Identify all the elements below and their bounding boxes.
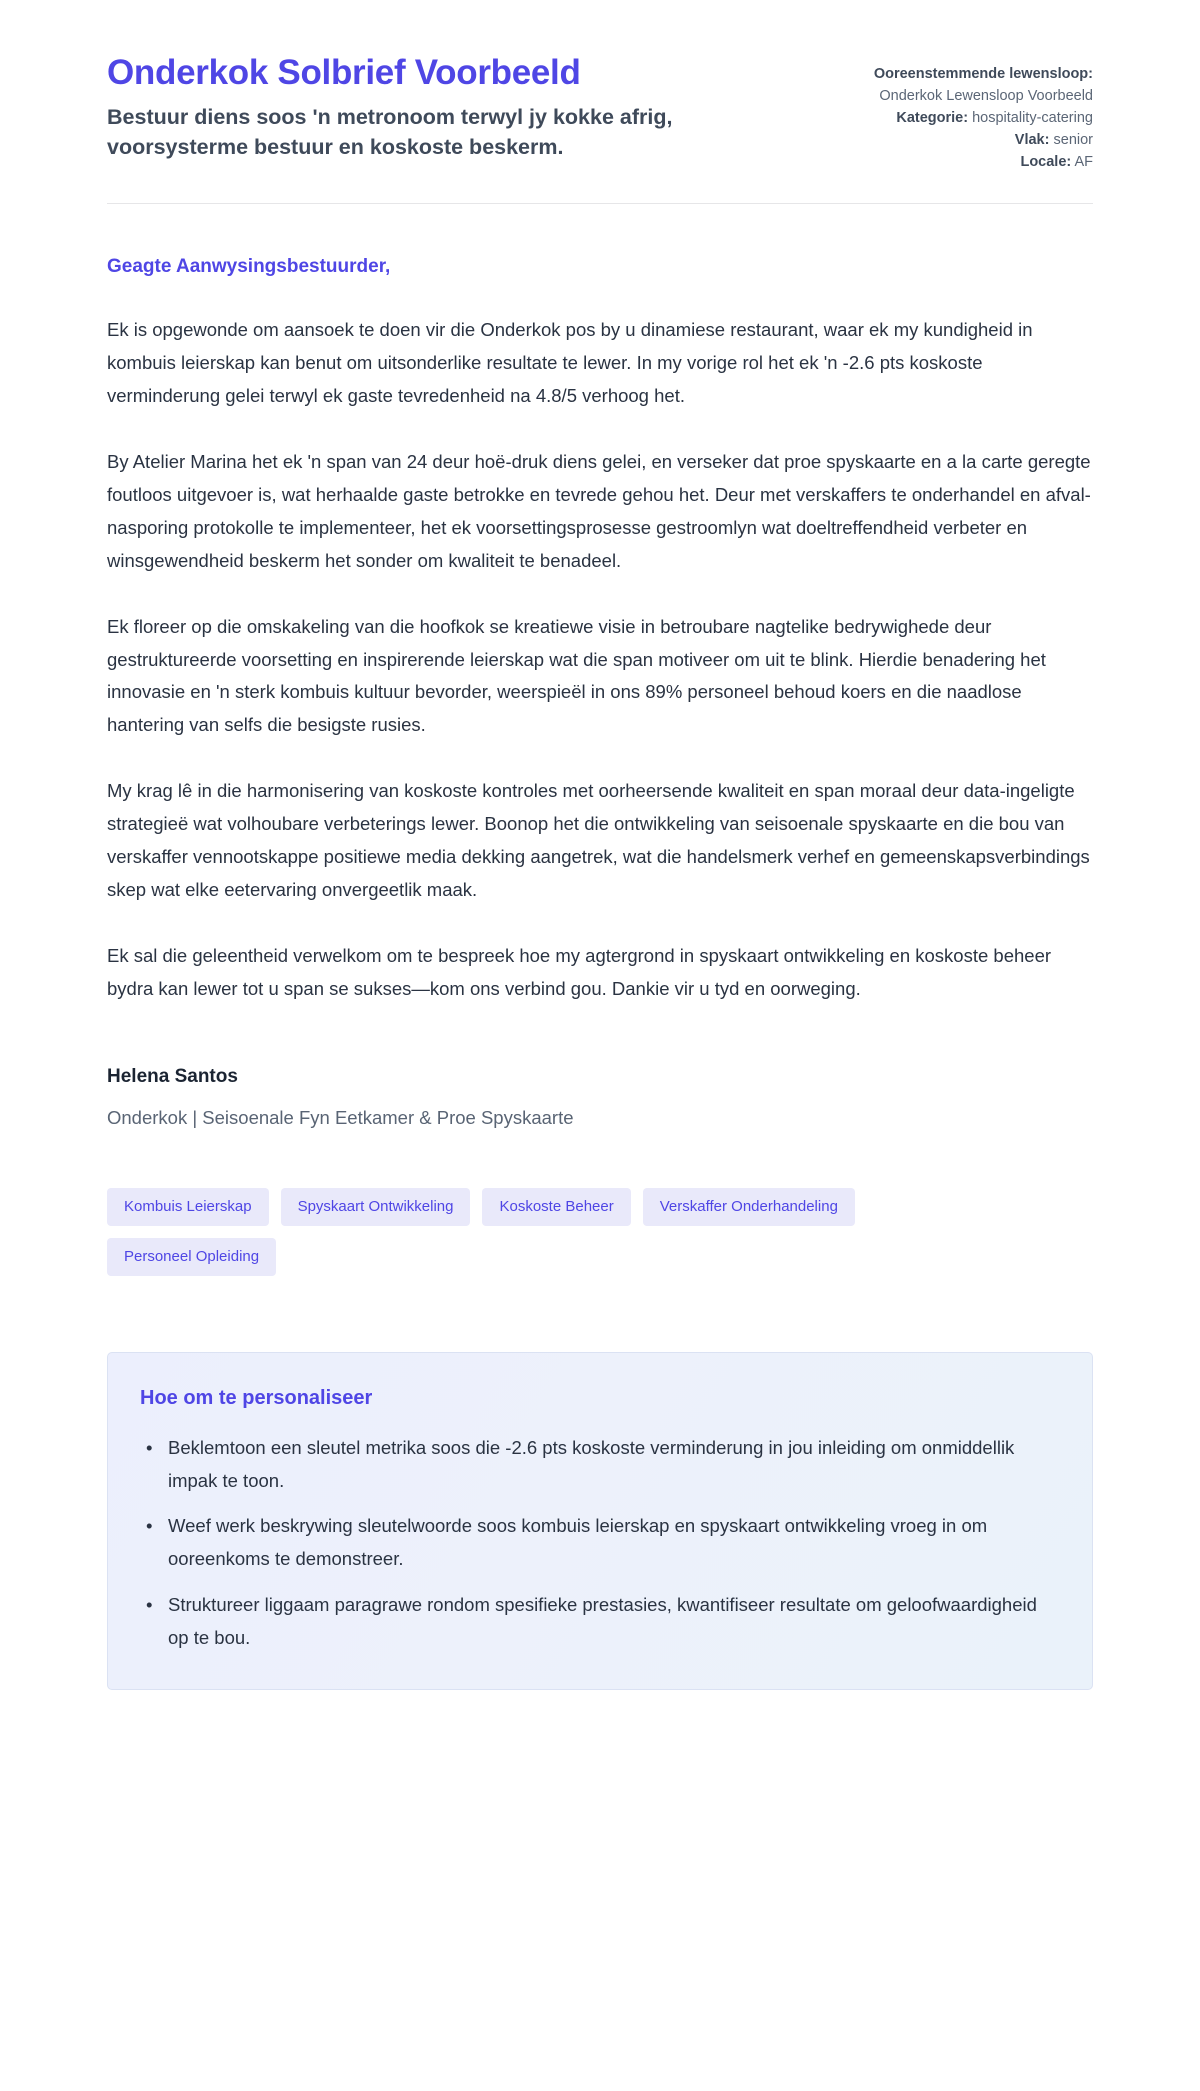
meta-value-level: senior	[1053, 132, 1093, 149]
letter-salutation: Geagte Aanwysingsbestuurder,	[107, 256, 391, 278]
signature-name: Helena Santos	[107, 1065, 238, 1087]
letter-body	[107, 314, 1093, 1006]
document-header	[107, 52, 1093, 203]
personalization-tips-callout	[107, 1352, 1093, 1691]
meta-label-locale: Locale:	[1020, 154, 1072, 171]
tips-title: Hoe om te personaliseer	[140, 1386, 373, 1409]
list-item: My krag lê in die harmonisering van koskoste kontroles met oorheersende kwaliteit en span moraal deur data-ingeligte strategieë wat volhoubare verbeterings lewer. Boonop het die ontwikkeling van seisoenale spyskaarte en die bou van verskaffer vennootskappe positiewe media dekking aangetrek, wat die handelsmerk verhef en gemeenskapsverbindings skep wat elke eetervaring onvergeetlik maak.	[107, 780, 1090, 901]
skill-tag[interactable]: Verskaffer Onderhandeling	[643, 1188, 855, 1226]
meta-label-category: Kategorie:	[896, 110, 969, 127]
meta-value-category: hospitality-catering	[972, 110, 1093, 127]
meta-row-resume	[833, 63, 1093, 107]
signature-block	[107, 1066, 1093, 1132]
signature-role: Onderkok | Seisoenale Fyn Eetkamer & Proe Spyskaarte	[107, 1106, 574, 1128]
tips-list-item: • Struktureer liggaam paragrawe rondom spesifieke prestasies, kwantifiseer resultate om geloofwaardigheid op te bou.	[140, 1589, 1056, 1655]
meta-value-locale: AF	[1074, 154, 1093, 171]
tips-list-item: • Beklemtoon een sleutel metrika soos die -2.6 pts koskoste verminderung in jou inleiding om onmiddellik impak te toon.	[140, 1432, 1056, 1498]
header-title-block	[107, 52, 793, 162]
header-metadata	[833, 52, 1093, 173]
meta-row-level	[833, 129, 1093, 151]
skill-tag[interactable]: Kombuis Leierskap	[107, 1188, 269, 1226]
list-item: Ek floreer op die omskakeling van die hoofkok se kreatiewe visie in betroubare nagtelike bedrywighede deur gestruktureerde voorsetting en inspirerende leierskap wat die span motiveer om uit te blink. Hierdie benadering het innovasie en 'n sterk kombuis kultuur bevorder, weerspieël in ons 89% personeel behoud koers en die naadlose hantering van selfs die besigste rusies.	[107, 615, 1046, 736]
list-item: Ek is opgewonde om aansoek te doen vir die Onderkok pos by u dinamiese restaurant, waar ek my kundigheid in kombuis leierskap kan benut om uitsonderlike resultate te lewer. In my vorige rol het ek 'n -2.6 pts koskoste verminderung gelei terwyl ek gaste tevredenheid na 4.8/5 verhoog het.	[107, 319, 1033, 406]
meta-label-level: Vlak:	[1014, 132, 1050, 149]
meta-row-locale	[833, 151, 1093, 173]
list-item: By Atelier Marina het ek 'n span van 24 deur hoë-druk diens gelei, en verseker dat proe spyskaarte en a la carte geregte foutloos uitgevoer is, wat herhaalde gaste betrokke en tevrede gehou het. Deur met verskaffers te onderhandel en afval-nasporing protokolle te implementeer, het ek voorsettingsprosesse gestroomlyn wat doeltreffendheid verbeter en winsgewendheid beskerm het sonder om kwaliteit te benadeel.	[107, 450, 1091, 571]
header-divider	[107, 203, 1093, 204]
page-subtitle: Bestuur diens soos 'n metronoom terwyl jy kokke afrig, voorsysterme bestuur en koskoste beskerm.	[107, 105, 673, 159]
skill-tag-list	[107, 1188, 1007, 1276]
meta-row-category	[833, 107, 1093, 129]
meta-label-resume: Ooreenstemmende lewensloop:	[873, 66, 1093, 82]
tips-list	[140, 1432, 1056, 1656]
page-title: Onderkok Solbrief Voorbeeld	[107, 53, 581, 92]
list-item: Ek sal die geleentheid verwelkom om te bespreek hoe my agtergrond in spyskaart ontwikkeling en koskoste beheer bydra kan lewer tot u span se sukses—kom ons verbind gou. Dankie vir u tyd en oorweging.	[107, 944, 1052, 999]
skill-tag[interactable]: Personeel Opleiding	[107, 1238, 276, 1276]
tips-list-item: • Weef werk beskrywing sleutelwoorde soos kombuis leierskap en spyskaart ontwikkeling vroeg in om ooreenkoms te demonstreer.	[140, 1510, 1056, 1576]
skill-tag[interactable]: Koskoste Beheer	[482, 1188, 630, 1226]
meta-value-resume: Onderkok Lewensloop Voorbeeld	[879, 88, 1093, 105]
skill-tag[interactable]: Spyskaart Ontwikkeling	[281, 1188, 471, 1226]
